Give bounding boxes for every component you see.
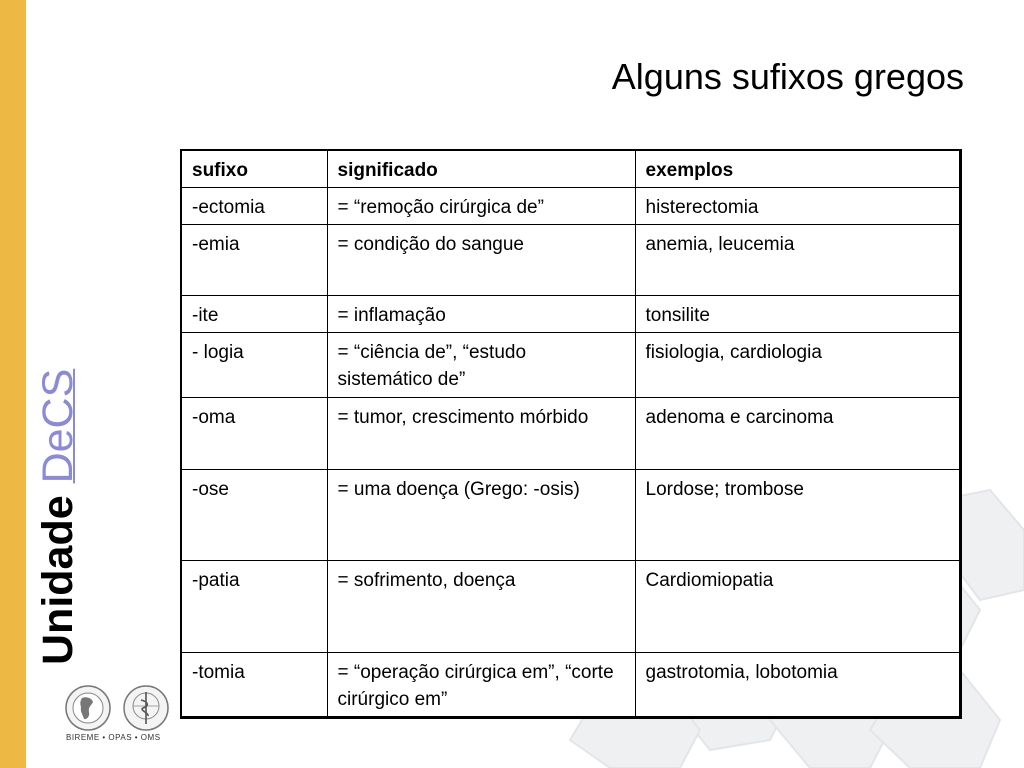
table-row bbox=[181, 295, 960, 332]
who-logo bbox=[124, 686, 168, 730]
cell-sufixo: -ectomia bbox=[181, 187, 327, 224]
header-significado: significado bbox=[327, 150, 635, 187]
cell-exemplos: Cardiomiopatia bbox=[635, 560, 960, 652]
cell-significado: = “remoção cirúrgica de” bbox=[327, 187, 635, 224]
table-header-row bbox=[181, 150, 960, 187]
table-row bbox=[181, 224, 960, 295]
decs-link[interactable]: DeCS bbox=[34, 368, 82, 484]
cell-significado: = “operação cirúrgica em”, “corte cirúrgico em” bbox=[327, 652, 635, 717]
header-sufixo: sufixo bbox=[181, 150, 327, 187]
logos-caption: BIREME • OPAS • OMS bbox=[66, 733, 161, 742]
cell-exemplos: Lordose; trombose bbox=[635, 469, 960, 560]
table-row bbox=[181, 652, 960, 717]
paho-logo bbox=[66, 686, 110, 730]
cell-sufixo: -emia bbox=[181, 224, 327, 295]
cell-significado: = “ciência de”, “estudo sistemático de” bbox=[327, 332, 635, 397]
header-exemplos: exemplos bbox=[635, 150, 960, 187]
cell-sufixo: -tomia bbox=[181, 652, 327, 717]
cell-exemplos: anemia, leucemia bbox=[635, 224, 960, 295]
cell-exemplos: fisiologia, cardiologia bbox=[635, 332, 960, 397]
cell-exemplos: tonsilite bbox=[635, 295, 960, 332]
table-row bbox=[181, 187, 960, 224]
side-accent-stripe bbox=[0, 0, 26, 768]
slide-title: Alguns sufixos gregos bbox=[611, 56, 964, 97]
table-row bbox=[181, 560, 960, 652]
cell-significado: = condição do sangue bbox=[327, 224, 635, 295]
suffix-table bbox=[180, 149, 962, 719]
cell-significado: = inflamação bbox=[327, 295, 635, 332]
cell-significado: = tumor, crescimento mórbido bbox=[327, 397, 635, 469]
cell-significado: = sofrimento, doença bbox=[327, 560, 635, 652]
cell-exemplos: adenoma e carcinoma bbox=[635, 397, 960, 469]
side-title-unidade: Unidade bbox=[34, 495, 82, 665]
cell-sufixo: - logia bbox=[181, 332, 327, 397]
table-row bbox=[181, 469, 960, 560]
side-title bbox=[36, 320, 84, 665]
table-row bbox=[181, 332, 960, 397]
cell-sufixo: -ite bbox=[181, 295, 327, 332]
cell-significado: = uma doença (Grego: -osis) bbox=[327, 469, 635, 560]
cell-exemplos: gastrotomia, lobotomia bbox=[635, 652, 960, 717]
cell-sufixo: -patia bbox=[181, 560, 327, 652]
table-row bbox=[181, 397, 960, 469]
cell-exemplos: histerectomia bbox=[635, 187, 960, 224]
cell-sufixo: -oma bbox=[181, 397, 327, 469]
cell-sufixo: -ose bbox=[181, 469, 327, 560]
